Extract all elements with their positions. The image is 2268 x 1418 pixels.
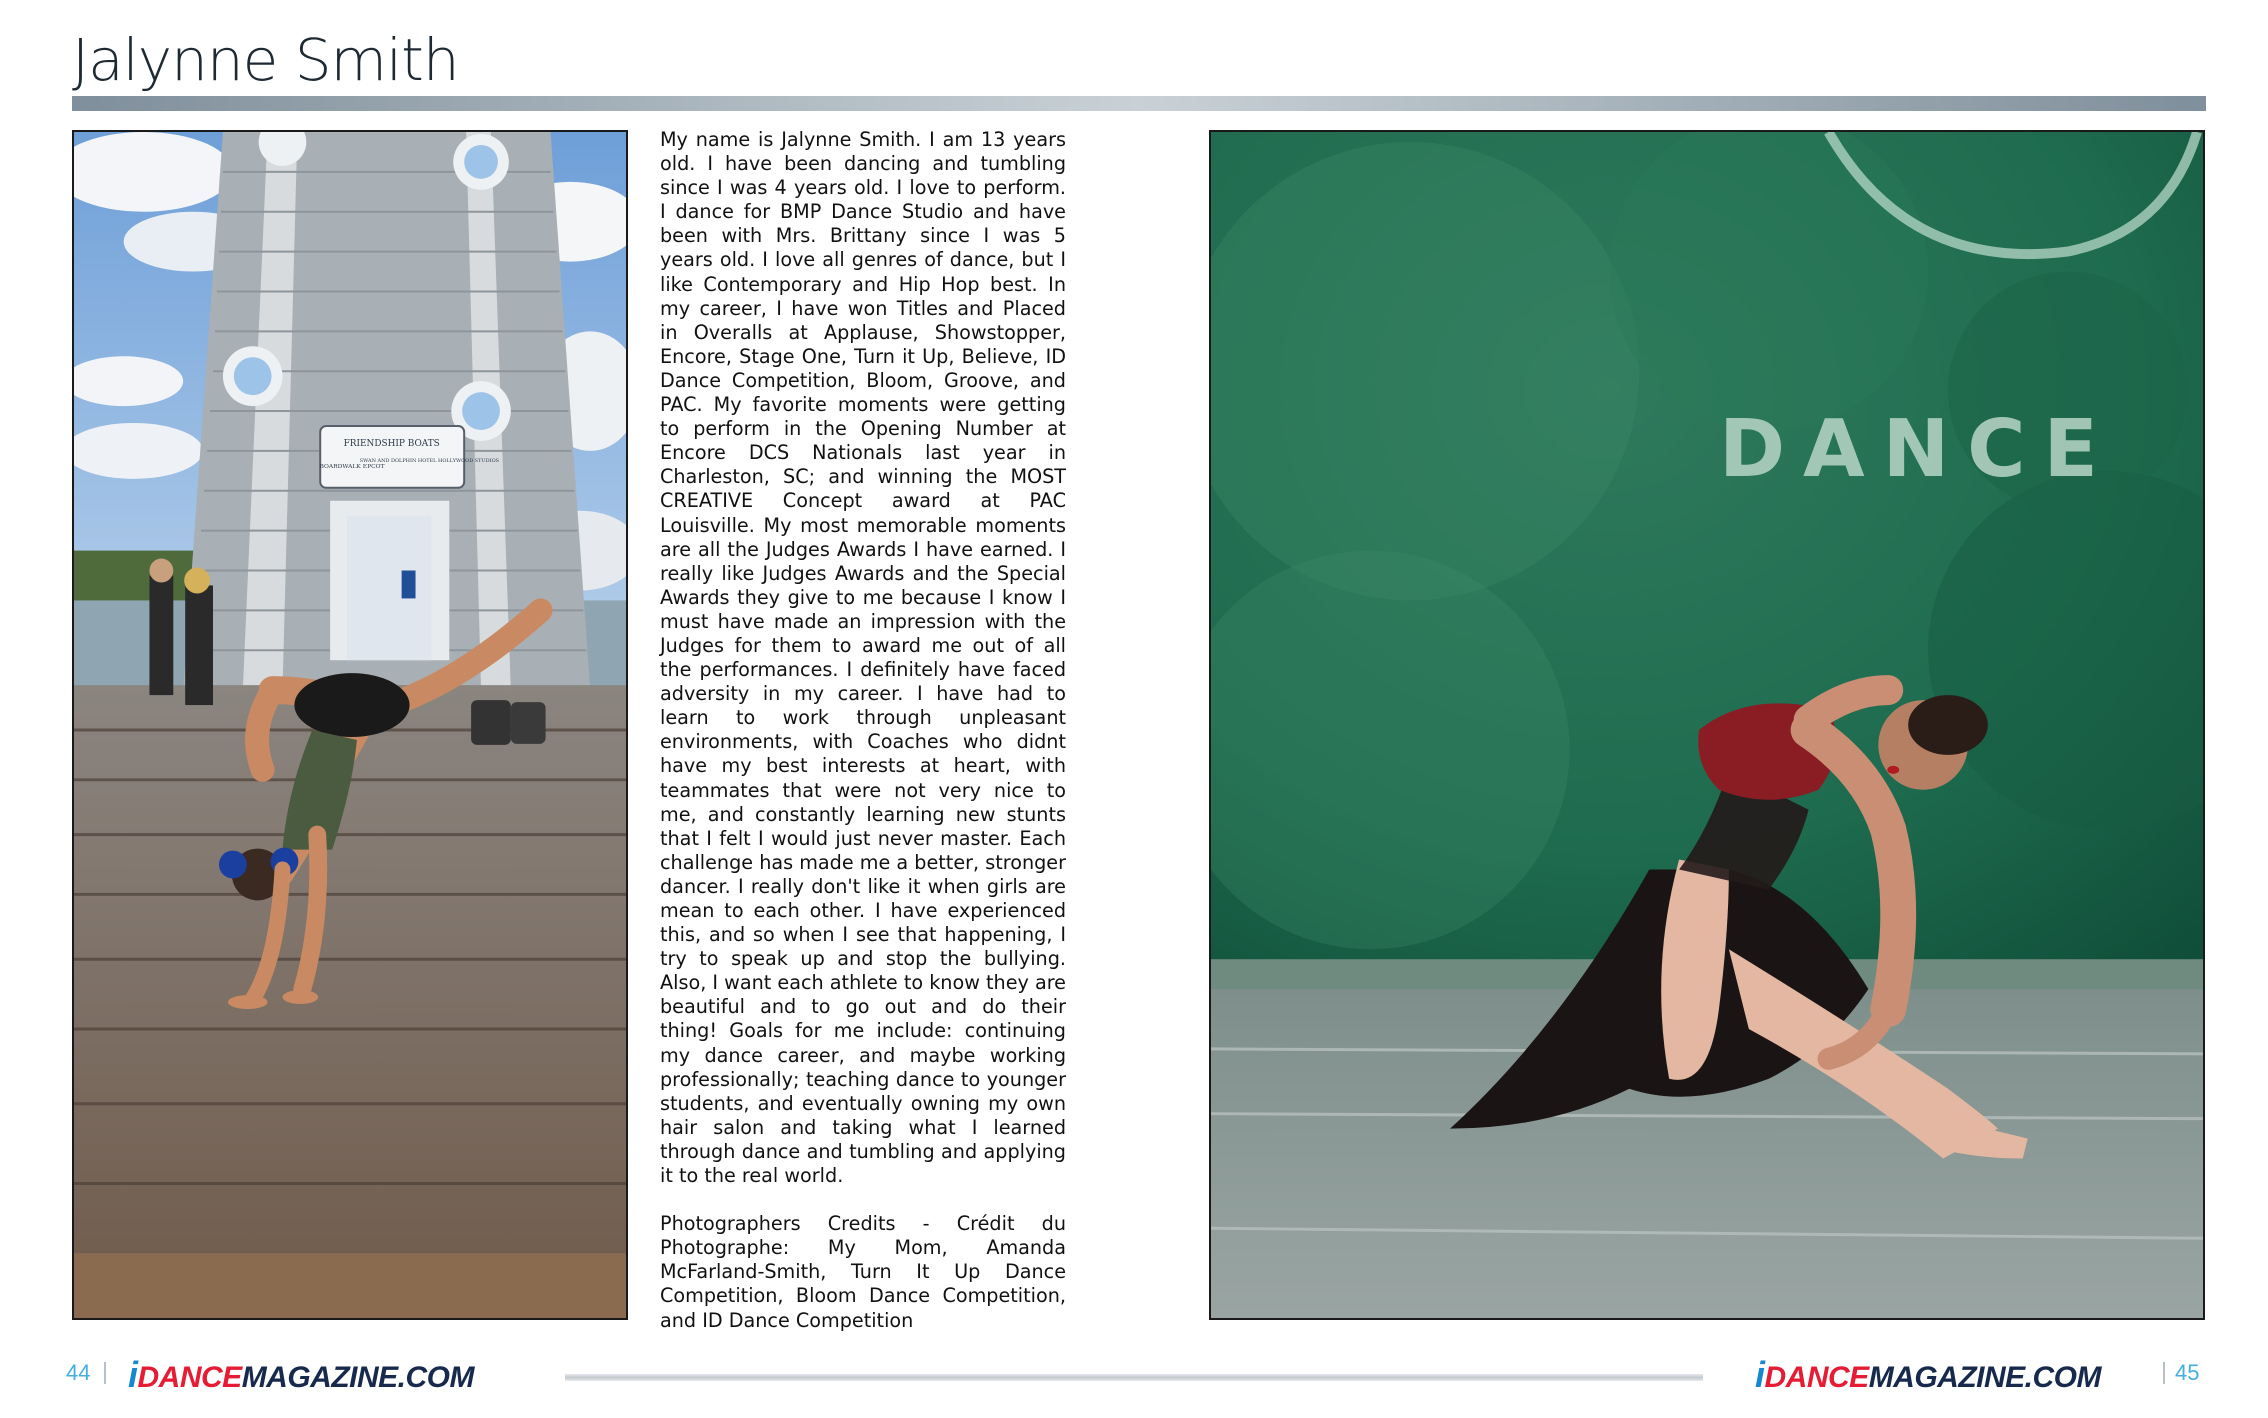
footer-separator-right [2163, 1362, 2165, 1384]
sign-left-text: BOARDWALK EPCOT [319, 462, 385, 470]
brand-logo-left [128, 1354, 474, 1396]
brand-magazine-right: MAGAZINE.COM [1868, 1361, 2102, 1394]
footer-separator-left [104, 1362, 106, 1384]
brand-dance-left: DANCE [137, 1361, 242, 1394]
brand-dance-right: DANCE [1764, 1361, 1869, 1394]
sign-right-text: SWAN AND DOLPHIN HOTEL HOLLYWOOD STUDIOS [359, 457, 500, 464]
article-paragraph-credits: Photographers Credits - Crédit du Photographe: My Mom, Amanda McFarland-Smith, Turn It Up Dance Competition, Bloom Dance Competition, and ID Dance Competition [660, 1212, 1066, 1332]
title-underline-bar [72, 96, 2206, 111]
page-number-left: 44 [66, 1360, 91, 1385]
brand-i-left: i [128, 1354, 138, 1395]
photo-handstand-illustration [74, 132, 626, 1318]
brand-magazine-left: MAGAZINE.COM [241, 1361, 475, 1394]
footer-rule-left [565, 1374, 1703, 1381]
sign-title: FRIENDSHIP BOATS [343, 438, 440, 449]
backdrop-dance-text: DANCE [1718, 401, 2116, 495]
photo-stage-illustration [1211, 132, 2203, 1318]
photo-stage-dancer [1209, 130, 2205, 1320]
brand-i-right: i [1755, 1354, 1765, 1395]
page-number-right: 45 [2175, 1360, 2200, 1385]
article-body [660, 128, 1066, 1357]
article-paragraph-bio: My name is Jalynne Smith. I am 13 years old. I have been dancing and tumbling since I was 4 years old. I love to perform. I dance for BMP Dance Studio and have been with Mrs. Brittany since I was 5 years old. I love all genres of dance, but I like Contemporary and Hip Hop best. In my career, I have won Titles and Placed in Overalls at Applause, Showstopper, Encore, Stage One, Turn it Up, Believe, ID Dance Competition, Bloom, Groove, and PAC. My favorite moments were getting to perform in the Opening Number at Encore DCS Nationals last year in Charleston, SC; and winning the MOST CREATIVE Concept award at PAC Louisville. My most memorable moments are all the Judges Awards I have earned. I really like Judges Awards and the Special Awards they give to me because I know I must have made an impression with the Judges for them to award me out of all the performances. I definitely have faced adversity in my career. I have had to learn to work through unpleasant environments, with Coaches who didnt have my best interests at heart, with teammates that were not very nice to me, and constantly learning new stunts that I felt I would just never master. Each challenge has made me a better, stronger dancer. I really don't like it when girls are mean to each other. I have experienced this, and so when I see that happening, I try to speak up and stop the bullying. Also, I want each athlete to know they are beautiful and to go out and do their thing! Goals for me include: continuing my dance career, and maybe working professionally; teaching dance to younger students, and eventually owning my own hair salon and taking what I learned through dance and tumbling and applying it to the real world. [660, 128, 1066, 1188]
page-title: Jalynne Smith [72, 26, 459, 94]
photo-handstand-boardwalk [72, 130, 628, 1320]
brand-logo-right [1755, 1354, 2101, 1396]
